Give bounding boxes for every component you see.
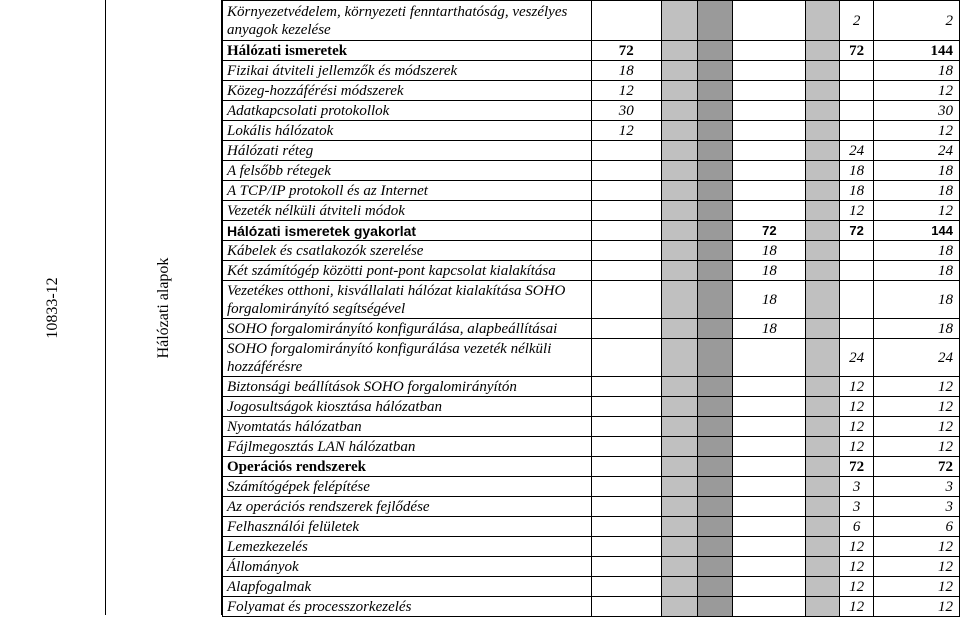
subject-name-cell: Állományok xyxy=(223,557,592,577)
hours-col-1-cell: 12 xyxy=(591,121,661,141)
hours-col-1-cell xyxy=(591,377,661,397)
total-hours-cell: 12 xyxy=(874,437,960,457)
shaded-cell xyxy=(806,261,840,281)
hours-col-3-cell: 12 xyxy=(840,201,874,221)
hours-col-2-cell xyxy=(733,517,806,537)
shaded-cell xyxy=(661,377,697,397)
hours-col-2-cell xyxy=(733,101,806,121)
hours-col-1-cell xyxy=(591,201,661,221)
hours-col-3-cell: 24 xyxy=(840,141,874,161)
hours-col-1-cell xyxy=(591,339,661,377)
shaded-cell xyxy=(806,537,840,557)
subject-name-cell: Lemezkezelés xyxy=(223,537,592,557)
shaded-cell xyxy=(661,537,697,557)
hours-col-2-cell xyxy=(733,181,806,201)
hours-col-1-cell xyxy=(591,161,661,181)
module-code: 10833-12 xyxy=(43,276,61,339)
subject-name-cell: Operációs rendszerek xyxy=(223,457,592,477)
hours-col-2-cell: 18 xyxy=(733,241,806,261)
hours-col-1-cell xyxy=(591,319,661,339)
shaded-cell xyxy=(697,1,733,41)
subject-name-cell: Vezeték nélküli átviteli módok xyxy=(223,201,592,221)
subject-name-cell: Biztonsági beállítások SOHO forgalomirányítón xyxy=(223,377,592,397)
shaded-cell xyxy=(661,221,697,241)
shaded-cell xyxy=(697,61,733,81)
shaded-cell xyxy=(697,417,733,437)
total-hours-cell: 2 xyxy=(874,1,960,41)
total-hours-cell: 144 xyxy=(874,221,960,241)
table-row xyxy=(223,241,960,261)
subject-name-cell: Hálózati ismeretek xyxy=(223,41,592,61)
hours-col-3-cell: 3 xyxy=(840,497,874,517)
table-row xyxy=(223,81,960,101)
hours-col-3-cell: 12 xyxy=(840,417,874,437)
total-hours-cell: 3 xyxy=(874,497,960,517)
shaded-cell xyxy=(661,339,697,377)
hours-col-3-cell: 12 xyxy=(840,597,874,617)
shaded-cell xyxy=(661,101,697,121)
shaded-cell xyxy=(661,1,697,41)
shaded-cell xyxy=(806,319,840,339)
shaded-cell xyxy=(806,201,840,221)
hours-col-2-cell xyxy=(733,397,806,417)
hours-col-3-cell: 12 xyxy=(840,557,874,577)
shaded-cell xyxy=(697,477,733,497)
total-hours-cell: 12 xyxy=(874,557,960,577)
shaded-cell xyxy=(697,201,733,221)
hours-col-1-cell xyxy=(591,1,661,41)
shaded-cell xyxy=(661,597,697,617)
hours-col-2-cell xyxy=(733,557,806,577)
subject-name-cell: A TCP/IP protokoll és az Internet xyxy=(223,181,592,201)
shaded-cell xyxy=(697,397,733,417)
table-row xyxy=(223,457,960,477)
hours-col-1-cell: 30 xyxy=(591,101,661,121)
subject-name-cell: Folyamat és processzorkezelés xyxy=(223,597,592,617)
hours-col-3-cell xyxy=(840,101,874,121)
hours-col-1-cell xyxy=(591,417,661,437)
subject-name-cell: Alapfogalmak xyxy=(223,577,592,597)
total-hours-cell: 12 xyxy=(874,121,960,141)
shaded-cell xyxy=(806,477,840,497)
table-row xyxy=(223,377,960,397)
hours-col-1-cell xyxy=(591,181,661,201)
shaded-cell xyxy=(697,261,733,281)
table-row xyxy=(223,161,960,181)
hours-col-3-cell: 24 xyxy=(840,339,874,377)
subject-name-cell: Két számítógép közötti pont-pont kapcsolat kialakítása xyxy=(223,261,592,281)
shaded-cell xyxy=(806,281,840,319)
table-row xyxy=(223,61,960,81)
shaded-cell xyxy=(806,417,840,437)
shaded-cell xyxy=(806,557,840,577)
shaded-cell xyxy=(697,597,733,617)
hours-col-3-cell: 18 xyxy=(840,161,874,181)
shaded-cell xyxy=(697,437,733,457)
table-row xyxy=(223,319,960,339)
hours-col-1-cell xyxy=(591,557,661,577)
shaded-cell xyxy=(806,497,840,517)
hours-col-3-cell xyxy=(840,281,874,319)
hours-col-2-cell: 72 xyxy=(733,221,806,241)
hours-col-3-cell: 2 xyxy=(840,1,874,41)
total-hours-cell: 18 xyxy=(874,161,960,181)
shaded-cell xyxy=(661,61,697,81)
subject-name-cell: Kábelek és csatlakozók szerelése xyxy=(223,241,592,261)
shaded-cell xyxy=(661,319,697,339)
table-row xyxy=(223,339,960,377)
shaded-cell xyxy=(661,477,697,497)
shaded-cell xyxy=(697,121,733,141)
hours-col-1-cell xyxy=(591,457,661,477)
hours-col-2-cell xyxy=(733,339,806,377)
hours-col-3-cell: 72 xyxy=(840,41,874,61)
shaded-cell xyxy=(697,339,733,377)
total-hours-cell: 3 xyxy=(874,477,960,497)
hours-col-3-cell: 18 xyxy=(840,181,874,201)
shaded-cell xyxy=(806,577,840,597)
hours-col-3-cell xyxy=(840,81,874,101)
hours-col-3-cell xyxy=(840,61,874,81)
hours-col-2-cell xyxy=(733,61,806,81)
total-hours-cell: 24 xyxy=(874,339,960,377)
hours-col-3-cell xyxy=(840,319,874,339)
total-hours-cell: 12 xyxy=(874,377,960,397)
hours-col-1-cell xyxy=(591,221,661,241)
subject-name-cell: Adatkapcsolati protokollok xyxy=(223,101,592,121)
hours-col-2-cell xyxy=(733,577,806,597)
table-row xyxy=(223,477,960,497)
left-code-column xyxy=(0,0,106,615)
shaded-cell xyxy=(806,141,840,161)
shaded-cell xyxy=(697,41,733,61)
shaded-cell xyxy=(697,221,733,241)
total-hours-cell: 12 xyxy=(874,397,960,417)
hours-col-1-cell: 18 xyxy=(591,61,661,81)
shaded-cell xyxy=(697,577,733,597)
hours-col-3-cell xyxy=(840,121,874,141)
shaded-cell xyxy=(661,497,697,517)
shaded-cell xyxy=(661,437,697,457)
shaded-cell xyxy=(697,181,733,201)
hours-col-3-cell: 6 xyxy=(840,517,874,537)
hours-col-2-cell xyxy=(733,497,806,517)
shaded-cell xyxy=(806,597,840,617)
hours-col-2-cell: 18 xyxy=(733,319,806,339)
shaded-cell xyxy=(697,517,733,537)
subject-name-cell: SOHO forgalomirányító konfigurálása, alapbeállításai xyxy=(223,319,592,339)
total-hours-cell: 18 xyxy=(874,61,960,81)
hours-col-3-cell: 12 xyxy=(840,577,874,597)
shaded-cell xyxy=(661,181,697,201)
shaded-cell xyxy=(697,81,733,101)
shaded-cell xyxy=(661,141,697,161)
shaded-cell xyxy=(697,497,733,517)
shaded-cell xyxy=(806,1,840,41)
hours-col-1-cell xyxy=(591,261,661,281)
total-hours-cell: 18 xyxy=(874,281,960,319)
hours-col-1-cell xyxy=(591,537,661,557)
shaded-cell xyxy=(697,161,733,181)
shaded-cell xyxy=(806,161,840,181)
shaded-cell xyxy=(661,41,697,61)
total-hours-cell: 30 xyxy=(874,101,960,121)
subject-name-cell: Fájlmegosztás LAN hálózatban xyxy=(223,437,592,457)
hours-col-1-cell xyxy=(591,517,661,537)
total-hours-cell: 18 xyxy=(874,261,960,281)
subject-name-cell: Fizikai átviteli jellemzők és módszerek xyxy=(223,61,592,81)
hours-col-3-cell: 72 xyxy=(840,221,874,241)
total-hours-cell: 18 xyxy=(874,241,960,261)
subject-name-cell: Közeg-hozzáférési módszerek xyxy=(223,81,592,101)
shaded-cell xyxy=(697,241,733,261)
shaded-cell xyxy=(661,121,697,141)
shaded-cell xyxy=(697,141,733,161)
shaded-cell xyxy=(697,319,733,339)
table-row xyxy=(223,497,960,517)
subject-name-cell: Jogosultságok kiosztása hálózatban xyxy=(223,397,592,417)
shaded-cell xyxy=(697,557,733,577)
shaded-cell xyxy=(661,161,697,181)
total-hours-cell: 6 xyxy=(874,517,960,537)
hours-col-1-cell xyxy=(591,597,661,617)
hours-col-2-cell xyxy=(733,417,806,437)
shaded-cell xyxy=(806,101,840,121)
subject-name-cell: Hálózati ismeretek gyakorlat xyxy=(223,221,592,241)
table-row xyxy=(223,597,960,617)
hours-col-1-cell xyxy=(591,477,661,497)
subject-name-cell: Vezetékes otthoni, kisvállalati hálózat kialakítása SOHO forgalomirányító segítségével xyxy=(223,281,592,319)
subject-name-cell: A felsőbb rétegek xyxy=(223,161,592,181)
table-row xyxy=(223,537,960,557)
table-row xyxy=(223,281,960,319)
table-row xyxy=(223,1,960,41)
curriculum-table xyxy=(222,0,960,617)
shaded-cell xyxy=(806,221,840,241)
hours-col-3-cell: 12 xyxy=(840,437,874,457)
hours-col-1-cell xyxy=(591,241,661,261)
shaded-cell xyxy=(661,281,697,319)
total-hours-cell: 12 xyxy=(874,81,960,101)
shaded-cell xyxy=(661,457,697,477)
hours-col-3-cell: 12 xyxy=(840,537,874,557)
module-title: Hálózati alapok xyxy=(154,257,172,358)
table-row xyxy=(223,101,960,121)
shaded-cell xyxy=(661,517,697,537)
hours-col-2-cell: 18 xyxy=(733,281,806,319)
subject-name-cell: Az operációs rendszerek fejlődése xyxy=(223,497,592,517)
subject-name-cell: Felhasználói felületek xyxy=(223,517,592,537)
shaded-cell xyxy=(806,339,840,377)
hours-col-2-cell: 18 xyxy=(733,261,806,281)
hours-col-2-cell xyxy=(733,477,806,497)
table-row xyxy=(223,397,960,417)
table-row xyxy=(223,437,960,457)
hours-col-1-cell xyxy=(591,141,661,161)
shaded-cell xyxy=(661,261,697,281)
total-hours-cell: 12 xyxy=(874,577,960,597)
total-hours-cell: 72 xyxy=(874,457,960,477)
total-hours-cell: 144 xyxy=(874,41,960,61)
hours-col-2-cell xyxy=(733,141,806,161)
shaded-cell xyxy=(697,281,733,319)
total-hours-cell: 18 xyxy=(874,181,960,201)
hours-col-3-cell xyxy=(840,241,874,261)
hours-col-2-cell xyxy=(733,121,806,141)
table-row xyxy=(223,41,960,61)
shaded-cell xyxy=(661,241,697,261)
subject-name-cell: Nyomtatás hálózatban xyxy=(223,417,592,437)
table-row xyxy=(223,417,960,437)
total-hours-cell: 12 xyxy=(874,597,960,617)
shaded-cell xyxy=(806,457,840,477)
left-title-column xyxy=(106,0,222,615)
subject-name-cell: Hálózati réteg xyxy=(223,141,592,161)
table-row xyxy=(223,261,960,281)
hours-col-2-cell xyxy=(733,81,806,101)
shaded-cell xyxy=(806,81,840,101)
hours-col-3-cell: 72 xyxy=(840,457,874,477)
table-row xyxy=(223,121,960,141)
hours-col-2-cell xyxy=(733,437,806,457)
subject-name-cell: Környezetvédelem, környezeti fenntarthatóság, veszélyes anyagok kezelése xyxy=(223,1,592,41)
shaded-cell xyxy=(697,101,733,121)
total-hours-cell: 18 xyxy=(874,319,960,339)
shaded-cell xyxy=(661,417,697,437)
shaded-cell xyxy=(806,41,840,61)
hours-col-3-cell: 12 xyxy=(840,397,874,417)
table-row xyxy=(223,557,960,577)
shaded-cell xyxy=(806,397,840,417)
hours-col-3-cell: 12 xyxy=(840,377,874,397)
subject-name-cell: Lokális hálózatok xyxy=(223,121,592,141)
hours-col-1-cell xyxy=(591,497,661,517)
hours-col-2-cell xyxy=(733,457,806,477)
hours-col-2-cell xyxy=(733,377,806,397)
shaded-cell xyxy=(806,61,840,81)
shaded-cell xyxy=(661,397,697,417)
hours-col-2-cell xyxy=(733,1,806,41)
hours-col-2-cell xyxy=(733,161,806,181)
total-hours-cell: 24 xyxy=(874,141,960,161)
hours-col-1-cell xyxy=(591,397,661,417)
total-hours-cell: 12 xyxy=(874,201,960,221)
hours-col-3-cell: 3 xyxy=(840,477,874,497)
shaded-cell xyxy=(661,81,697,101)
hours-col-1-cell: 12 xyxy=(591,81,661,101)
hours-col-1-cell xyxy=(591,577,661,597)
hours-col-1-cell xyxy=(591,281,661,319)
table-row xyxy=(223,201,960,221)
subject-name-cell: SOHO forgalomirányító konfigurálása vezeték nélküli hozzáférésre xyxy=(223,339,592,377)
shaded-cell xyxy=(697,377,733,397)
table-row xyxy=(223,181,960,201)
shaded-cell xyxy=(661,557,697,577)
shaded-cell xyxy=(806,241,840,261)
table-row xyxy=(223,517,960,537)
table-row xyxy=(223,141,960,161)
shaded-cell xyxy=(697,537,733,557)
total-hours-cell: 12 xyxy=(874,537,960,557)
hours-col-2-cell xyxy=(733,597,806,617)
hours-col-1-cell xyxy=(591,437,661,457)
shaded-cell xyxy=(806,437,840,457)
hours-col-3-cell xyxy=(840,261,874,281)
hours-col-2-cell xyxy=(733,537,806,557)
shaded-cell xyxy=(661,577,697,597)
hours-col-2-cell xyxy=(733,201,806,221)
table-row xyxy=(223,221,960,241)
hours-col-1-cell: 72 xyxy=(591,41,661,61)
hours-col-2-cell xyxy=(733,41,806,61)
shaded-cell xyxy=(806,181,840,201)
shaded-cell xyxy=(806,377,840,397)
shaded-cell xyxy=(697,457,733,477)
table-row xyxy=(223,577,960,597)
total-hours-cell: 12 xyxy=(874,417,960,437)
subject-name-cell: Számítógépek felépítése xyxy=(223,477,592,497)
shaded-cell xyxy=(806,517,840,537)
shaded-cell xyxy=(661,201,697,221)
shaded-cell xyxy=(806,121,840,141)
